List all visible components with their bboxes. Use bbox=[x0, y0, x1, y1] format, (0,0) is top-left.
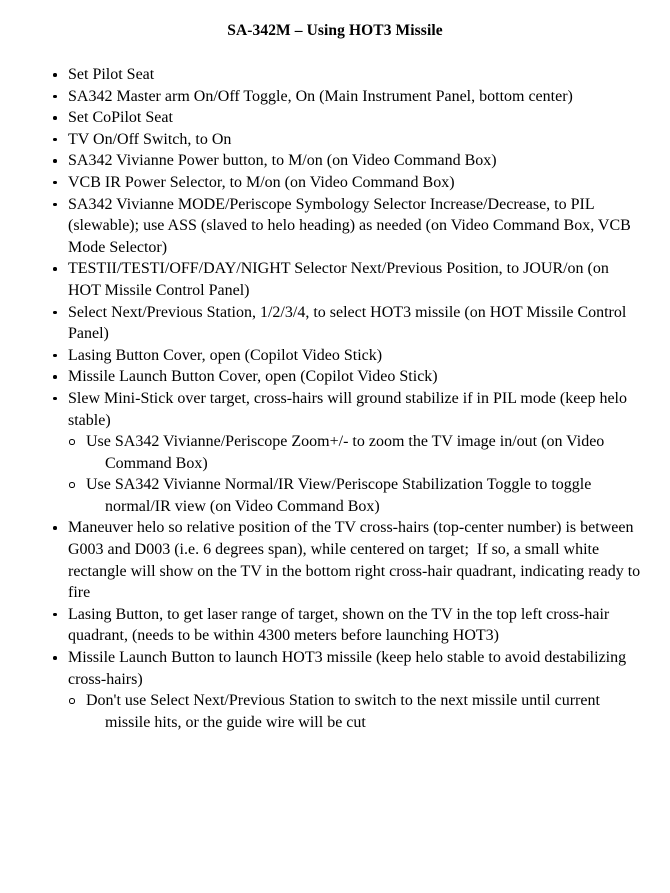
list-item-text: Lasing Button Cover, open (Copilot Video Stick) bbox=[68, 346, 383, 364]
bullet-dot-icon bbox=[53, 203, 57, 207]
list-item-text: SA342 Vivianne MODE/Periscope Symbology Selector Increase/Decrease, to PIL (slewable); use ASS (slaved to helo heading) as needed (on Video Command Box, VCB Mode Selector) bbox=[68, 195, 635, 256]
bullet-dot-icon bbox=[53, 95, 57, 99]
list-item bbox=[0, 194, 670, 259]
bullet-dot-icon bbox=[53, 526, 57, 530]
bullet-dot-icon bbox=[53, 73, 57, 77]
list-item-text: Select Next/Previous Station, 1/2/3/4, to select HOT3 missile (on HOT Missile Control Panel) bbox=[68, 303, 631, 343]
bullet-circle-icon bbox=[69, 482, 75, 488]
bullet-dot-icon bbox=[53, 267, 57, 271]
list-item bbox=[0, 604, 670, 647]
list-item bbox=[0, 302, 670, 345]
list-item bbox=[0, 172, 670, 194]
list-item bbox=[0, 366, 670, 388]
bullet-dot-icon bbox=[53, 656, 57, 660]
list-item-text: TESTII/TESTI/OFF/DAY/NIGHT Selector Next/Previous Position, to JOUR/on (on HOT Missile Control Panel) bbox=[68, 260, 613, 299]
list-item-text: SA342 Master arm On/Off Toggle, On (Main Instrument Panel, bottom center) bbox=[68, 87, 573, 105]
list-item bbox=[0, 690, 670, 733]
checklist bbox=[0, 64, 670, 733]
bullet-dot-icon bbox=[53, 375, 57, 379]
list-item bbox=[0, 517, 670, 603]
list-item bbox=[0, 647, 670, 690]
bullet-circle-icon bbox=[69, 439, 75, 445]
bullet-dot-icon bbox=[53, 181, 57, 185]
bullet-dot-icon bbox=[53, 159, 57, 163]
list-item-text: TV On/Off Switch, to On bbox=[68, 130, 232, 148]
bullet-dot-icon bbox=[53, 138, 57, 142]
list-item-text: Use SA342 Vivianne/Periscope Zoom+/- to zoom the TV image in/out (on Video Command Box) bbox=[86, 433, 609, 472]
list-item bbox=[0, 150, 670, 172]
list-item-text: Set CoPilot Seat bbox=[68, 109, 173, 127]
bullet-dot-icon bbox=[53, 354, 57, 358]
list-item-text: Use SA342 Vivianne Normal/IR View/Periscope Stabilization Toggle to toggle normal/IR view (on Video Command Box) bbox=[86, 476, 596, 515]
list-item bbox=[0, 258, 670, 301]
page-title: SA-342M – Using HOT3 Missile bbox=[227, 22, 443, 39]
list-item-text: Maneuver helo so relative position of the TV cross-hairs (top-center number) is between G003 and D003 (i.e. 6 degrees span), while centered on target; If so, a small white rectangle will show on the TV in the bottom right cross-hair quadrant, indicating ready to fire bbox=[68, 519, 645, 602]
list-item-text: Set Pilot Seat bbox=[68, 66, 155, 83]
list-item bbox=[0, 86, 670, 108]
list-item bbox=[0, 107, 670, 129]
list-item bbox=[0, 345, 670, 367]
list-item bbox=[0, 64, 670, 86]
bullet-dot-icon bbox=[53, 116, 57, 120]
list-item-text: Don't use Select Next/Previous Station to switch to the next missile until current missile hits, or the guide wire will be cut bbox=[86, 692, 604, 731]
list-item bbox=[0, 129, 670, 151]
bullet-dot-icon bbox=[53, 613, 57, 617]
list-item bbox=[0, 431, 670, 474]
list-item bbox=[0, 474, 670, 517]
bullet-circle-icon bbox=[69, 698, 75, 704]
list-item bbox=[0, 388, 670, 431]
list-item-text: VCB IR Power Selector, to M/on (on Video Command Box) bbox=[68, 173, 455, 191]
list-item-text: Missile Launch Button to launch HOT3 missile (keep helo stable to avoid destabilizing cross-hairs) bbox=[68, 649, 631, 688]
list-item-text: Missile Launch Button Cover, open (Copilot Video Stick) bbox=[68, 368, 438, 386]
bullet-dot-icon bbox=[53, 397, 57, 401]
list-item-text: Slew Mini-Stick over target, cross-hairs will ground stabilize if in PIL mode (keep helo stable) bbox=[68, 389, 631, 429]
bullet-dot-icon bbox=[53, 311, 57, 315]
list-item-text: Lasing Button, to get laser range of target, shown on the TV in the top left cross-hair quadrant, (needs to be within 4300 meters before launching HOT3) bbox=[68, 605, 614, 645]
list-item-text: SA342 Vivianne Power button, to M/on (on Video Command Box) bbox=[68, 152, 497, 170]
